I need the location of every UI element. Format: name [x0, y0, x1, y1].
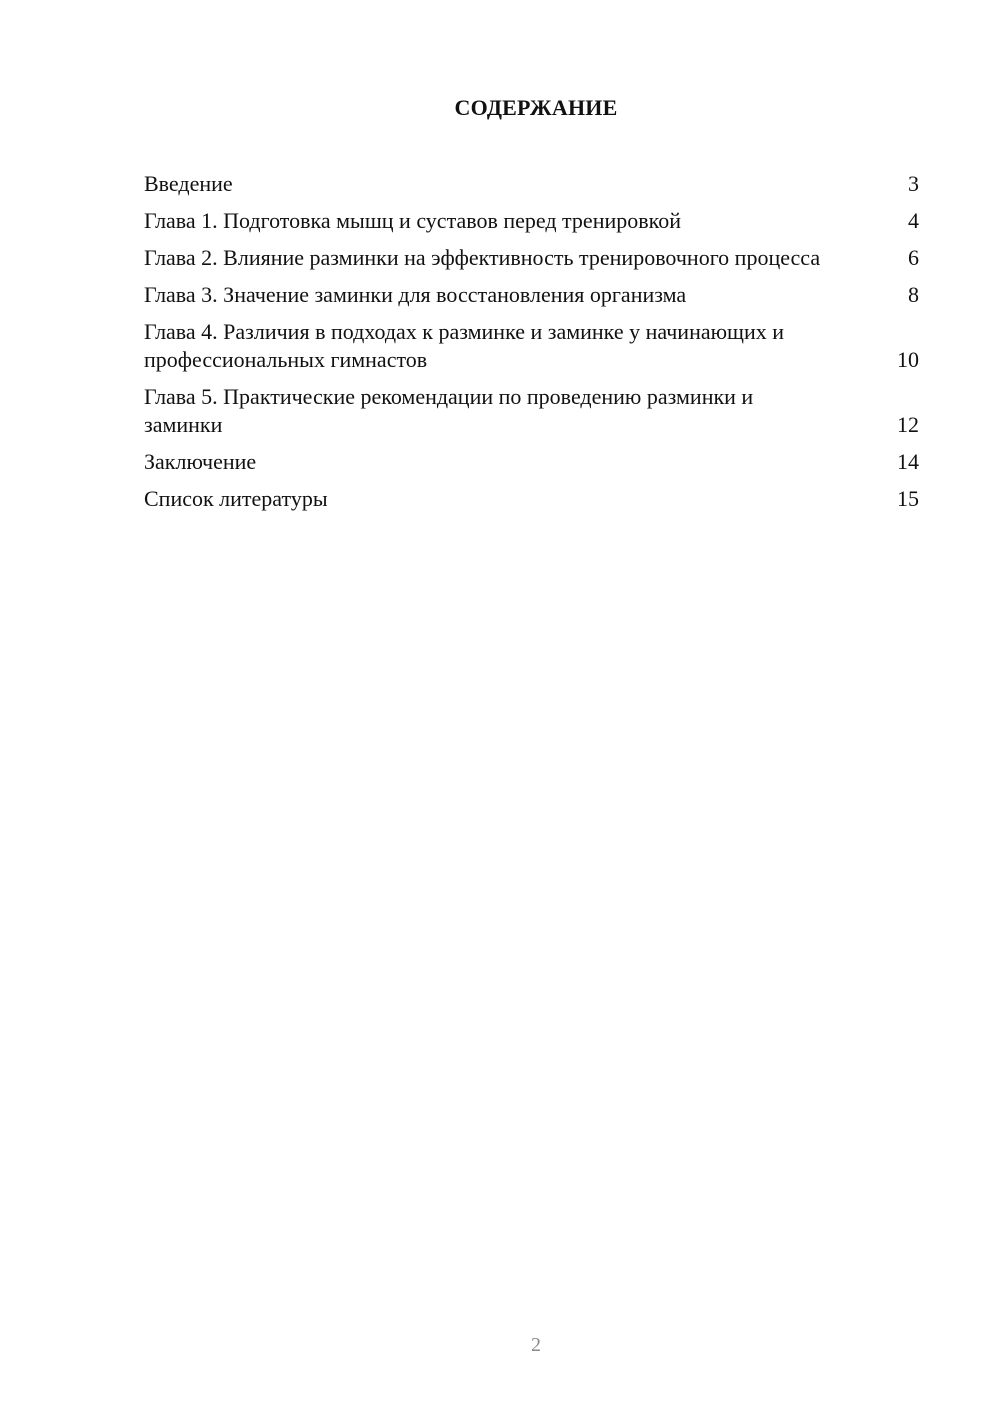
toc-entry-page: 6	[908, 245, 919, 270]
toc-entry-page: 12	[897, 412, 919, 437]
toc-entry-page: 3	[908, 171, 919, 196]
toc-entry-label: Глава 1. Подготовка мышц и суставов перед тренировкой	[144, 208, 681, 233]
toc-entry-label: Заключение	[144, 449, 257, 474]
toc-entry	[144, 281, 919, 309]
toc-entry	[144, 485, 919, 513]
toc-entry-label: Глава 3. Значение заминки для восстановления организма	[144, 282, 687, 307]
toc-entry-label: Введение	[144, 171, 233, 196]
toc-entry	[144, 383, 919, 439]
toc-entry-page: 10	[897, 347, 919, 372]
toc-entry	[144, 244, 919, 272]
toc-entry-page: 4	[908, 208, 919, 233]
table-of-contents	[144, 170, 919, 522]
toc-entry-page: 14	[897, 449, 919, 474]
toc-entry-label: Список литературы	[144, 486, 328, 511]
toc-entry	[144, 207, 919, 235]
toc-entry	[144, 318, 919, 374]
toc-entry-label: Глава 5. Практические рекомендации по проведению разминки и заминки	[144, 384, 754, 437]
page-number: 2	[531, 1334, 541, 1356]
toc-entry-label: Глава 2. Влияние разминки на эффективность тренировочного процесса	[144, 245, 821, 270]
toc-entry-label: Глава 4. Различия в подходах к разминке и заминке у начинающих и профессиональных гимнастов	[144, 319, 785, 372]
toc-entry-page: 15	[897, 486, 919, 511]
toc-entry	[144, 170, 919, 198]
page-title: СОДЕРЖАНИЕ	[454, 95, 618, 120]
toc-entry	[144, 448, 919, 476]
toc-entry-page: 8	[908, 282, 919, 307]
